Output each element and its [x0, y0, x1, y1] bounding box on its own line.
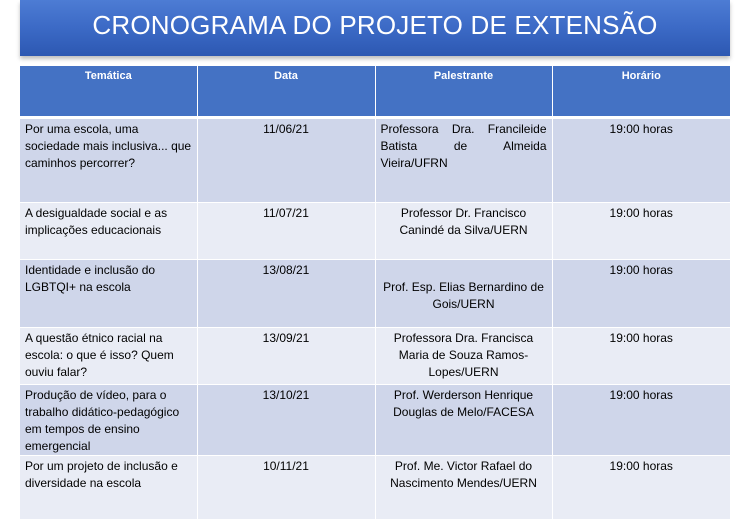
cell-tematica: A desigualdade social e as implicações educacionais [20, 202, 197, 259]
title-banner [20, 0, 730, 56]
cell-horario: 19:00 horas [552, 455, 730, 519]
cell-data: 11/07/21 [197, 202, 375, 259]
cell-horario: 19:00 horas [552, 327, 730, 384]
cell-horario: 19:00 horas [552, 384, 730, 455]
cell-data: 13/10/21 [197, 384, 375, 455]
column-header-tematica: Temática [20, 66, 197, 117]
cell-palestrante: Professora Dra. Francileide Batista de Almeida Vieira/UFRN [375, 117, 552, 202]
cell-horario: 19:00 horas [552, 202, 730, 259]
cell-horario: 19:00 horas [552, 259, 730, 327]
cell-data: 13/08/21 [197, 259, 375, 327]
table-row [20, 259, 730, 327]
schedule-table [20, 66, 730, 520]
cell-tematica: Identidade e inclusão do LGBTQI+ na escola [20, 259, 197, 327]
cell-palestrante: Prof. Esp. Elias Bernardino de Gois/UERN [375, 259, 552, 327]
cell-data: 10/11/21 [197, 455, 375, 519]
cell-palestrante: Professor Dr. Francisco Canindé da Silva/UERN [375, 202, 552, 259]
table-row [20, 327, 730, 384]
table-row [20, 117, 730, 202]
cell-palestrante: Prof. Werderson Henrique Douglas de Melo/FACESA [375, 384, 552, 455]
table-header-row [20, 66, 730, 117]
cell-tematica: Por um projeto de inclusão e diversidade na escola [20, 455, 197, 519]
table-row [20, 384, 730, 455]
page-title: CRONOGRAMA DO PROJETO DE EXTENSÃO [92, 9, 658, 40]
cell-tematica: Por uma escola, uma sociedade mais inclusiva... que caminhos percorrer? [20, 117, 197, 202]
cell-palestrante: Prof. Me. Victor Rafael do Nascimento Mendes/UERN [375, 455, 552, 519]
cell-data: 11/06/21 [197, 117, 375, 202]
cell-data: 13/09/21 [197, 327, 375, 384]
table-row [20, 455, 730, 519]
cell-palestrante: Professora Dra. Francisca Maria de Souza Ramos-Lopes/UERN [375, 327, 552, 384]
cell-tematica: Produção de vídeo, para o trabalho didático-pedagógico em tempos de ensino emergencial [20, 384, 197, 455]
column-header-data: Data [197, 66, 375, 117]
column-header-palestrante: Palestrante [375, 66, 552, 117]
table-row [20, 202, 730, 259]
column-header-horario: Horário [552, 66, 730, 117]
cell-tematica: A questão étnico racial na escola: o que é isso? Quem ouviu falar? [20, 327, 197, 384]
cell-horario: 19:00 horas [552, 117, 730, 202]
